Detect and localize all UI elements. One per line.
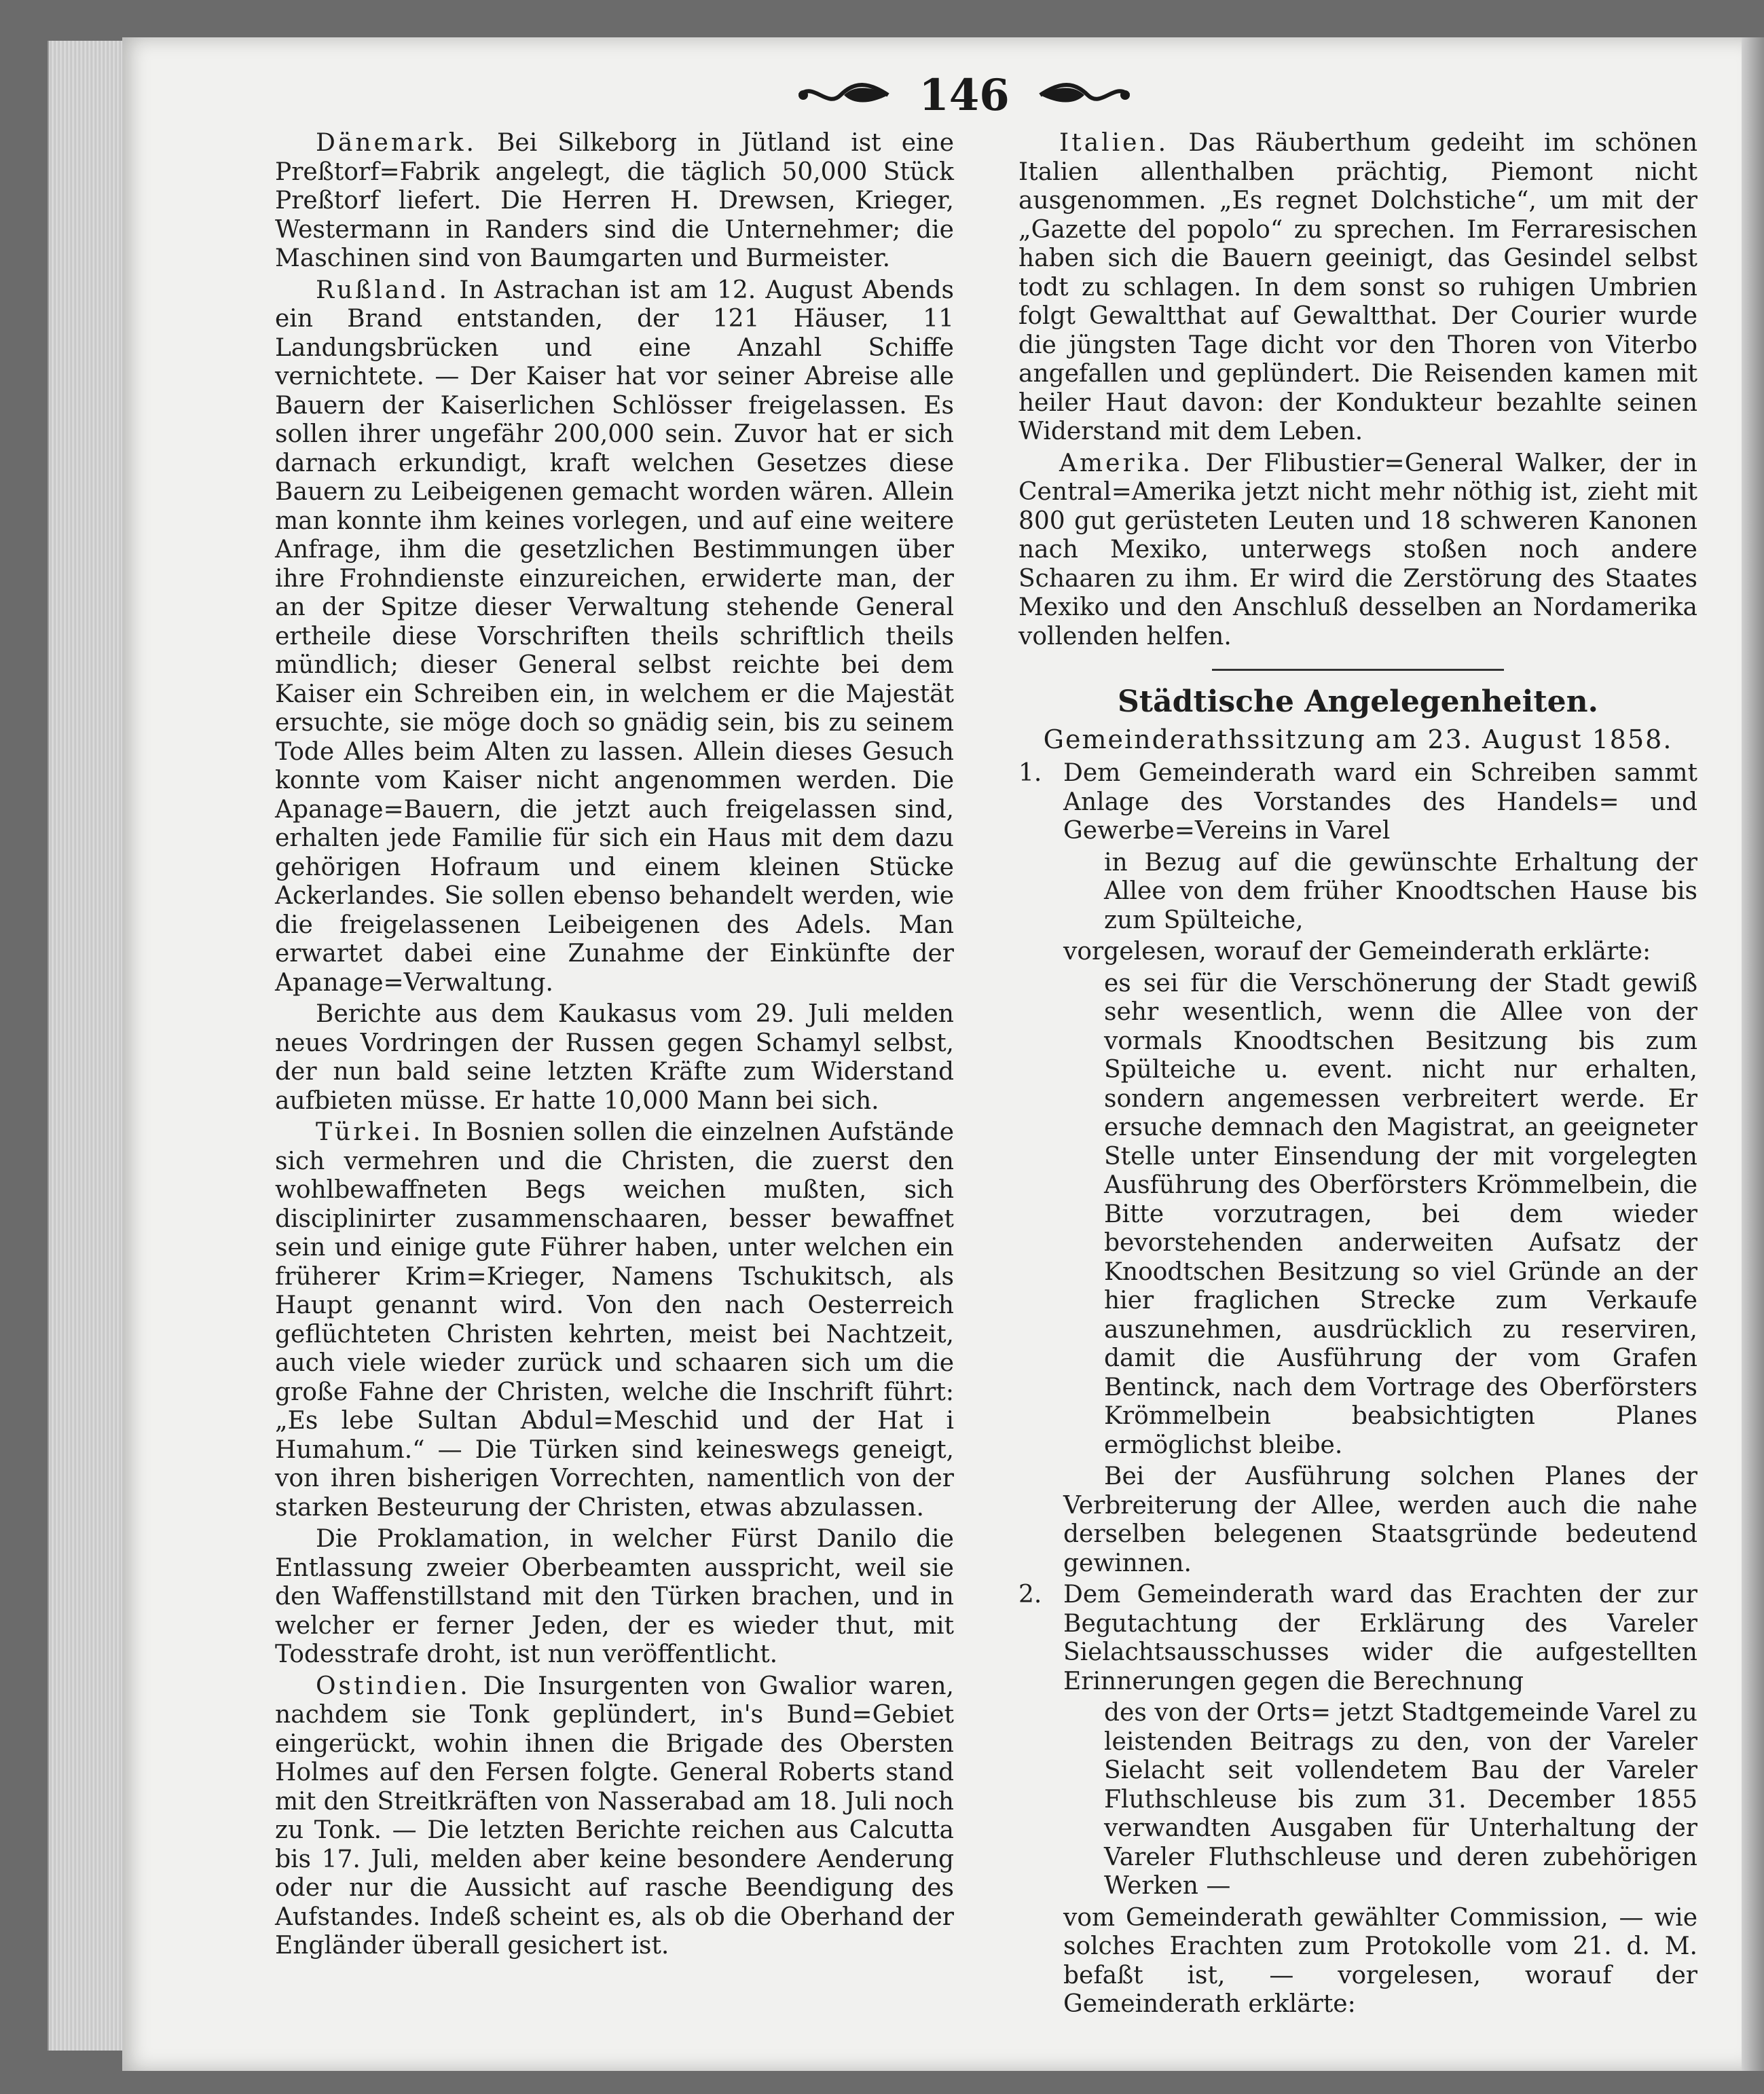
article-text: In Bosnien sollen die einzelnen Aufstände sich vermehren und die Christen, die zuerst den wohlbewaffneten Begs weichen mußten, sich disciplinirter zusammenschaaren, besser bewaffnet sein und einige gute Führer haben, unter welchen ein früherer Krim=Krieger, Namens Tschukitsch, als Haupt genannt wird. Von den nach Oesterreich geflüchteten Christen kehrten, meist bei Nachtzeit, auch viele wieder zurück und schaaren sich um die große Fahne der Christen, welche die Inschrift führt: „Es lebe Sultan Abdul=Meschid und der Hat i Humahum.“ — Die Türken sind keineswegs geneigt, von ihren bisherigen Vorrechten, namentlich von der starken Besteurung der Christen, etwas abzulassen. <box>275 1118 954 1522</box>
section-title: Städtische Angelegenheiten. <box>1118 684 1598 719</box>
item-declaration: es sei für die Verschönerung der Stadt gewiß sehr wesentlich, wenn die Allee von der vormals Knoodtschen Besitzung bis zum Spülteiche u. event. nicht nur erhalten, sondern angemessen verbreitert werde. Er ersuche demnach den Magistrat, an geeigneter Stelle unter Einsendung der mit vorgelegten Ausführung des Oberförsters Krömmelbein, die Bitte vorzutragen, bei dem wieder bevorstehenden anderweiten Aufsatz der Knoodtschen Besitzung so viel Gründe an der hier fraglichen Strecke zum Verkaufe auszunehmen, ausdrücklich zu reserviren, damit die Ausführung der vom Grafen Bentinck, nach dem Vortrage des Oberförsters Krömmelbein beabsichtigten Planes ermöglichst bleibe. <box>1104 969 1697 1459</box>
item-note: Bei der Ausführung solchen Planes der Verbreiterung der Allee, werden auch die nahe derselben belegenen Staatsgründe bedeutend gewinnen. <box>1063 1463 1697 1577</box>
article-proklamation: Die Proklamation, in welcher Fürst Danilo die Entlassung zweier Oberbeamten ausspricht, weil sie den Waffenstillstand mit den Türken brachen, und in welcher er ferner Jeden, der es wieder thut, mit Todesstrafe droht, ist nun veröffentlicht. <box>275 1525 954 1668</box>
country-label: Italien. <box>1059 129 1169 157</box>
country-label: Dänemark. <box>316 129 477 157</box>
article-text: Der Flibustier=General Walker, der in Central=Amerika jetzt nicht mehr nöthig ist, zieht mit 800 gut gerüsteten Leuten und 18 schweren Kanonen nach Mexiko, unterwegs stoßen noch andere Schaaren zu ihm. Er wird die Zerstörung des Staates Mexiko und den Anschluß desselben an Nordamerika vollenden helfen. <box>1018 449 1697 650</box>
item-detail: des von der Orts= jetzt Stadtgemeinde Varel zu leistenden Beitrags zu den, von der Vareler Sielacht seit vollendetem Bau der Vareler Fluthschleuse bis zum 31. December 1855 verwandten Ausgaben für Unterhaltung der Vareler Fluthschleuse und deren zubehörigen Werken — <box>1104 1699 1697 1900</box>
country-label: Amerika. <box>1059 449 1193 477</box>
item-read: vorgelesen, worauf der Gemeinderath erklärte: <box>1063 938 1651 966</box>
item-intro: Dem Gemeinderath ward das Erachten der zur Begutachtung der Erklärung des Vareler Sielachtsausschusses wider die aufgestellten Erinnerungen gegen die Berechnung <box>1063 1581 1697 1695</box>
article-italien <box>1018 129 1697 447</box>
minutes-item-2 <box>1018 1581 1697 2022</box>
item-body <box>1063 1581 1697 2022</box>
minutes-item-1 <box>1018 759 1697 1581</box>
right-ornament-icon <box>1037 78 1132 112</box>
item-number: 1. <box>1018 759 1042 787</box>
article-ostindien <box>275 1672 954 1961</box>
right-column <box>1018 129 1697 2022</box>
article-russland <box>275 276 954 998</box>
session-title: Gemeinderathssitzung am 23. August 1858. <box>1043 724 1673 754</box>
country-label: Ostindien. <box>316 1672 471 1700</box>
article-text: Bei Silkeborg in Jütland ist eine Preßtorf=Fabrik angelegt, die täglich 50,000 Stück Preßtorf liefert. Die Herren H. Drewsen, Krieger, Westermann in Randers sind die Unternehmer; die Maschinen sind von Baumgarten und Burmeister. <box>275 129 954 272</box>
article-amerika <box>1018 449 1697 652</box>
article-tuerkei <box>275 1118 954 1522</box>
item-body <box>1063 759 1697 1581</box>
left-ornament-icon <box>796 78 892 112</box>
left-column <box>275 129 954 1964</box>
article-daenemark <box>275 129 954 274</box>
item-number: 2. <box>1018 1581 1042 1609</box>
article-text: Das Räuberthum gedeiht im schönen Italien allenthalben prächtig, Piemont nicht ausgenommen. „Es regnet Dolchstiche“, um mit der „Gazette del popolo“ zu sprechen. Im Ferraresischen haben sich die Bauern geeinigt, das Gesindel selbst todt zu schlagen. In dem sonst so ruhigen Umbrien folgt Gewaltthat auf Gewaltthat. Der Courier wurde die jüngsten Tage dicht vor den Thoren von Viterbo angefallen und geplündert. Die Reisenden kamen mit heiler Haut davon: der Kondukteur bezahlte seinen Widerstand mit dem Leben. <box>1018 129 1698 445</box>
item-intro: Dem Gemeinderath ward ein Schreiben sammt Anlage des Vorstandes des Handels= und Gewerbe=Vereins in Varel <box>1063 759 1697 845</box>
country-label: Rußland. <box>316 276 449 304</box>
article-text: Die Insurgenten von Gwalior waren, nachdem sie Tonk geplündert, in's Bund=Gebiet eingerückt, wohin ihnen die Brigade des Obersten Holmes auf den Fersen folgte. General Roberts stand mit den Streitkräften von Nasserabad am 18. Juli noch zu Tonk. — Die letzten Berichte reichen aus Calcutta bis 17. Juli, melden aber keine besondere Aenderung oder nur die Aussicht auf rasche Beendigung des Aufstandes. Indeß scheint es, als ob die Oberhand der Engländer überall gesichert ist. <box>275 1672 954 1960</box>
article-text: In Astrachan ist am 12. August Abends ein Brand entstanden, der 121 Häuser, 11 Landungsbrücken und eine Anzahl Schiffe vernichtete. — Der Kaiser hat vor seiner Abreise alle Bauern der Kaiserlichen Schlösser freigelassen. Es sollen ihrer ungefähr 200,000 sein. Zuvor hat er sich darnach erkundigt, kraft welchen Gesetzes diese Bauern zu Leibeigenen gemacht worden wären. Allein man konnte ihm keines vorlegen, und auf eine weitere Anfrage, ihm die gesetzlichen Bestimmungen über ihre Frohndienste einzureichen, erwiderte man, der an der Spitze dieser Verwaltung stehende General ertheile diese Vorschriften theils schriftlich theils mündlich; dieser General selbst reichte bei dem Kaiser ein Schreiben ein, in welchem er die Majestät ersuchte, sie möge doch so gnädig sein, bis zu seinem Tode Alles beim Alten zu lassen. Allein dieses Gesuch konnte vom Kaiser nicht angenommen werden. Die Apanage=Bauern, die jetzt auch freigelassen sind, erhalten jede Familie für sich ein Haus mit dem dazu gehörigen Hofraum und einem kleinen Stücke Ackerlandes. Sie sollen ebenso behandelt werden, wie die freigelassenen Leibeigenen des Adels. Man erwartet dabei eine Zunahme der Einkünfte der Apanage=Verwaltung. <box>275 276 954 997</box>
book-page-edges <box>48 41 130 2051</box>
page-fold-edge <box>1742 37 1764 2071</box>
article-kaukasus: Berichte aus dem Kaukasus vom 29. Juli melden neues Vordringen der Russen gegen Schamyl selbst, der nun bald seine letzten Kräfte zum Widerstand aufbieten müsse. Er hatte 10,000 Mann bei sich. <box>275 1000 954 1115</box>
item-commission: vom Gemeinderath gewählter Commission, — wie solches Erachten zum Protokolle vom 21. d. M. befaßt ist, — vorgelesen, worauf der Gemeinderath erklärte: <box>1063 1903 1697 2018</box>
item-concern: in Bezug auf die gewünschte Erhaltung der Allee von dem früher Knoodtschen Hause bis zum Spülteiche, <box>1104 848 1697 934</box>
country-label: Türkei. <box>316 1118 424 1146</box>
page-header <box>788 65 1141 126</box>
section-divider <box>1212 669 1504 671</box>
page-number: 146 <box>919 69 1010 121</box>
